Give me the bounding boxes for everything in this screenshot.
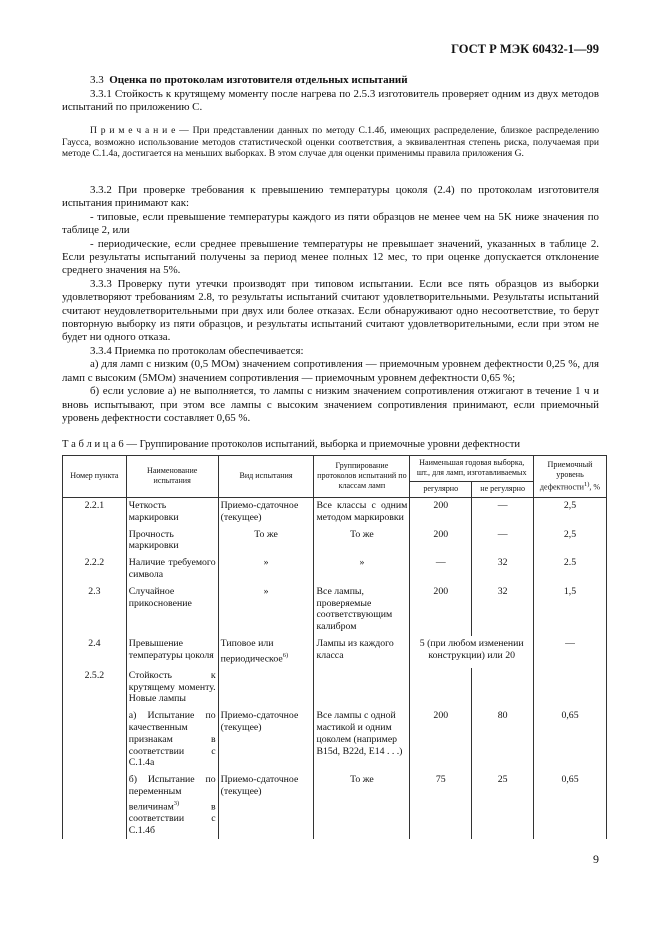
header-group: Группирование протоколов испытаний по классам ламп xyxy=(314,456,410,498)
cell-kind-text: Типовое или периодическое xyxy=(220,637,283,665)
table-row xyxy=(63,498,607,527)
cell-aql: 2,5 xyxy=(534,498,607,527)
cell-name: Превышение температуры цоколя xyxy=(126,636,218,668)
section-number: 3.3 xyxy=(90,74,104,86)
header-aql-sup: 1) xyxy=(583,480,590,488)
page-number: 9 xyxy=(593,852,599,866)
cell-aql: 0,65 xyxy=(534,708,607,772)
cell-aql: — xyxy=(534,636,607,668)
table-title: Т а б л и ц а 6 — Группирование протоколов испытаний, выборка и приемочные уровни дефектности xyxy=(62,439,521,450)
cell-kind: Приемо-сдаточное (текущее) xyxy=(218,772,314,839)
cell-group: » xyxy=(314,555,410,584)
header-irregular: не регулярно xyxy=(472,482,534,498)
cell-irregular: 80 xyxy=(472,708,534,772)
paragraph-3-3-1: 3.3.1 Стойкость к крутящему моменту после нагрева по 2.5.3 изготовитель проверяет одним из двух методов испытаний по приложению С. xyxy=(62,88,599,114)
table-row xyxy=(63,668,607,708)
cell-name: а) Испытание по качественным признакам в соответствии с С.1.4а xyxy=(126,708,218,772)
cell-regular: 200 xyxy=(410,498,472,527)
cell-irregular: — xyxy=(472,498,534,527)
cell-regular: 200 xyxy=(410,527,472,556)
table-row xyxy=(63,636,607,668)
cell-group: Все лампы, проверяемые соответствующим калибром xyxy=(314,584,410,636)
cell-name-tail: в соответствии с С.1.4б xyxy=(128,801,216,836)
cell-regular: 75 xyxy=(410,772,472,839)
cell-group: Лампы из каждого класса xyxy=(314,636,410,668)
cell-kind: Приемо-сдаточное (текущее) xyxy=(218,708,314,772)
cell-irregular: — xyxy=(472,527,534,556)
cell-kind xyxy=(218,636,314,668)
acceptance-table xyxy=(62,455,607,839)
paragraph-3-3-4-b: б) если условие а) не выполняется, то лампы с низким значением сопротивления отжигают в течение 1 ч и вновь испытывают, при этом все лампы с высоким значением сопротивления принимают, если приемочный уровень дефектности составляет 0,65 %. xyxy=(62,385,599,424)
cell-name: Прочность маркировки xyxy=(126,527,218,556)
table-row xyxy=(63,584,607,636)
cell-group xyxy=(314,668,410,708)
section-title: Оценка по протоколам изготовителя отдельных испытаний xyxy=(109,74,408,86)
note-label: П р и м е ч а н и е — xyxy=(90,125,193,136)
cell-irregular: 25 xyxy=(472,772,534,839)
table-row xyxy=(63,527,607,556)
cell-sample-merged: 5 (при любом изменении конструкции) или 20 xyxy=(410,636,534,668)
header-name: Наименование испытания xyxy=(126,456,218,498)
cell-num: 2.3 xyxy=(63,584,127,636)
cell-aql: 0,65 xyxy=(534,772,607,839)
cell-name xyxy=(126,772,218,839)
table-row xyxy=(63,708,607,772)
section-heading xyxy=(90,74,408,86)
cell-regular: 200 xyxy=(410,584,472,636)
cell-aql: 2,5 xyxy=(534,527,607,556)
cell-name-text: б) Испытание по переменным величинам xyxy=(128,774,216,813)
cell-num: 2.2.1 xyxy=(63,498,127,527)
header-num: Номер пункта xyxy=(63,456,127,498)
cell-group: Все классы с одним методом маркировки xyxy=(314,498,410,527)
cell-num: 2.5.2 xyxy=(63,668,127,708)
header-aql-text: Приемочный уровень дефектности xyxy=(539,459,593,492)
note-block xyxy=(62,125,599,160)
cell-regular: — xyxy=(410,555,472,584)
cell-kind: » xyxy=(218,584,314,636)
header-sample: Наименьшая годовая выборка, шт., для ламп, изготавливаемых xyxy=(410,456,534,482)
note-paragraph xyxy=(62,125,599,160)
cell-group: То же xyxy=(314,772,410,839)
cell-aql: 2.5 xyxy=(534,555,607,584)
cell-group: То же xyxy=(314,527,410,556)
cell-irregular: 32 xyxy=(472,555,534,584)
cell-group: Все лампы с одной мастикой и одним цоколем (например В15d, В22d, Е14 . . .) xyxy=(314,708,410,772)
cell-num xyxy=(63,527,127,556)
cell-kind: То же xyxy=(218,527,314,556)
cell-name: Наличие требуемого символа xyxy=(126,555,218,584)
cell-aql xyxy=(534,668,607,708)
paragraph-3-3-3: 3.3.3 Проверку пути утечки производят при типовом испытании. Если все пять образцов из выборки удовлетворяют требованиям 2.8, то результаты испытаний считают удовлетворительными. Результаты испытаний считают неудовлетворительными при двух или более отказах. Если обнаруживают одно несоответствие, то берут повторную выборку из пяти образцов, и результаты испытаний считают удовлетворительными, если при этом не будет ни одного отказа. xyxy=(62,277,599,344)
body-block-1 xyxy=(62,88,599,115)
cell-irregular: 32 xyxy=(472,584,534,636)
cell-aql: 1,5 xyxy=(534,584,607,636)
cell-name: Случайное прикосновение xyxy=(126,584,218,636)
cell-kind xyxy=(218,668,314,708)
body-block-2 xyxy=(62,184,599,425)
cell-num: 2.4 xyxy=(63,636,127,668)
header-kind: Вид испытания xyxy=(218,456,314,498)
cell-regular xyxy=(410,668,472,708)
cell-num xyxy=(63,708,127,772)
cell-irregular xyxy=(472,668,534,708)
cell-name: Стойкость к крутящему моменту. Новые лампы xyxy=(126,668,218,708)
header-aql-unit: , % xyxy=(589,482,601,492)
cell-name-sup: 3) xyxy=(173,799,180,807)
cell-kind-sup: 6) xyxy=(282,651,289,659)
cell-kind: Приемо-сдаточное (текущее) xyxy=(218,498,314,527)
paragraph-3-3-4-a: а) для ламп с низким (0,5 МОм) значением сопротивления — приемочным уровнем дефектности 0,25 %, для ламп с высоким (5МОм) значением сопротивления — приемочным уровнем дефектности 0,65 %; xyxy=(62,358,599,384)
cell-num xyxy=(63,772,127,839)
table-row xyxy=(63,772,607,839)
cell-regular: 200 xyxy=(410,708,472,772)
paragraph-3-3-4: 3.3.4 Приемка по протоколам обеспечивается: xyxy=(90,344,304,357)
document-header: ГОСТ Р МЭК 60432-1—99 xyxy=(451,42,599,56)
cell-num: 2.2.2 xyxy=(63,555,127,584)
header-aql xyxy=(534,456,607,498)
cell-name: Четкость маркировки xyxy=(126,498,218,527)
cell-kind: » xyxy=(218,555,314,584)
table-row xyxy=(63,555,607,584)
paragraph-3-3-2: 3.3.2 При проверке требования к превышению температуры цоколя (2.4) по протоколам изготовителя испытания принимают как: xyxy=(62,184,599,210)
note-text: При представлении данных по методу С.1.4б, имеющих распределение, близкое распределению Гаусса, возможно использование методов статистической оценки соответствия, а эквивалентная степень риска, получаемая при методе С.1.4а, достигается на меньших выборках. В этом случае для оценки применимы правила приложения G. xyxy=(62,125,599,160)
paragraph-3-3-2-b: - периодические, если среднее превышение температуры не превышает значений, указанных в таблице 2. Если результаты испытаний получены за период менее полных 12 мес, то при оценке допускается отклонение среднего значения на 5%. xyxy=(62,237,599,277)
header-regular: регулярно xyxy=(410,482,472,498)
paragraph-3-3-2-a: - типовые, если превышение температуры каждого из пяти образцов не менее чем на 5K ниже значения по таблице 2, или xyxy=(62,210,599,237)
